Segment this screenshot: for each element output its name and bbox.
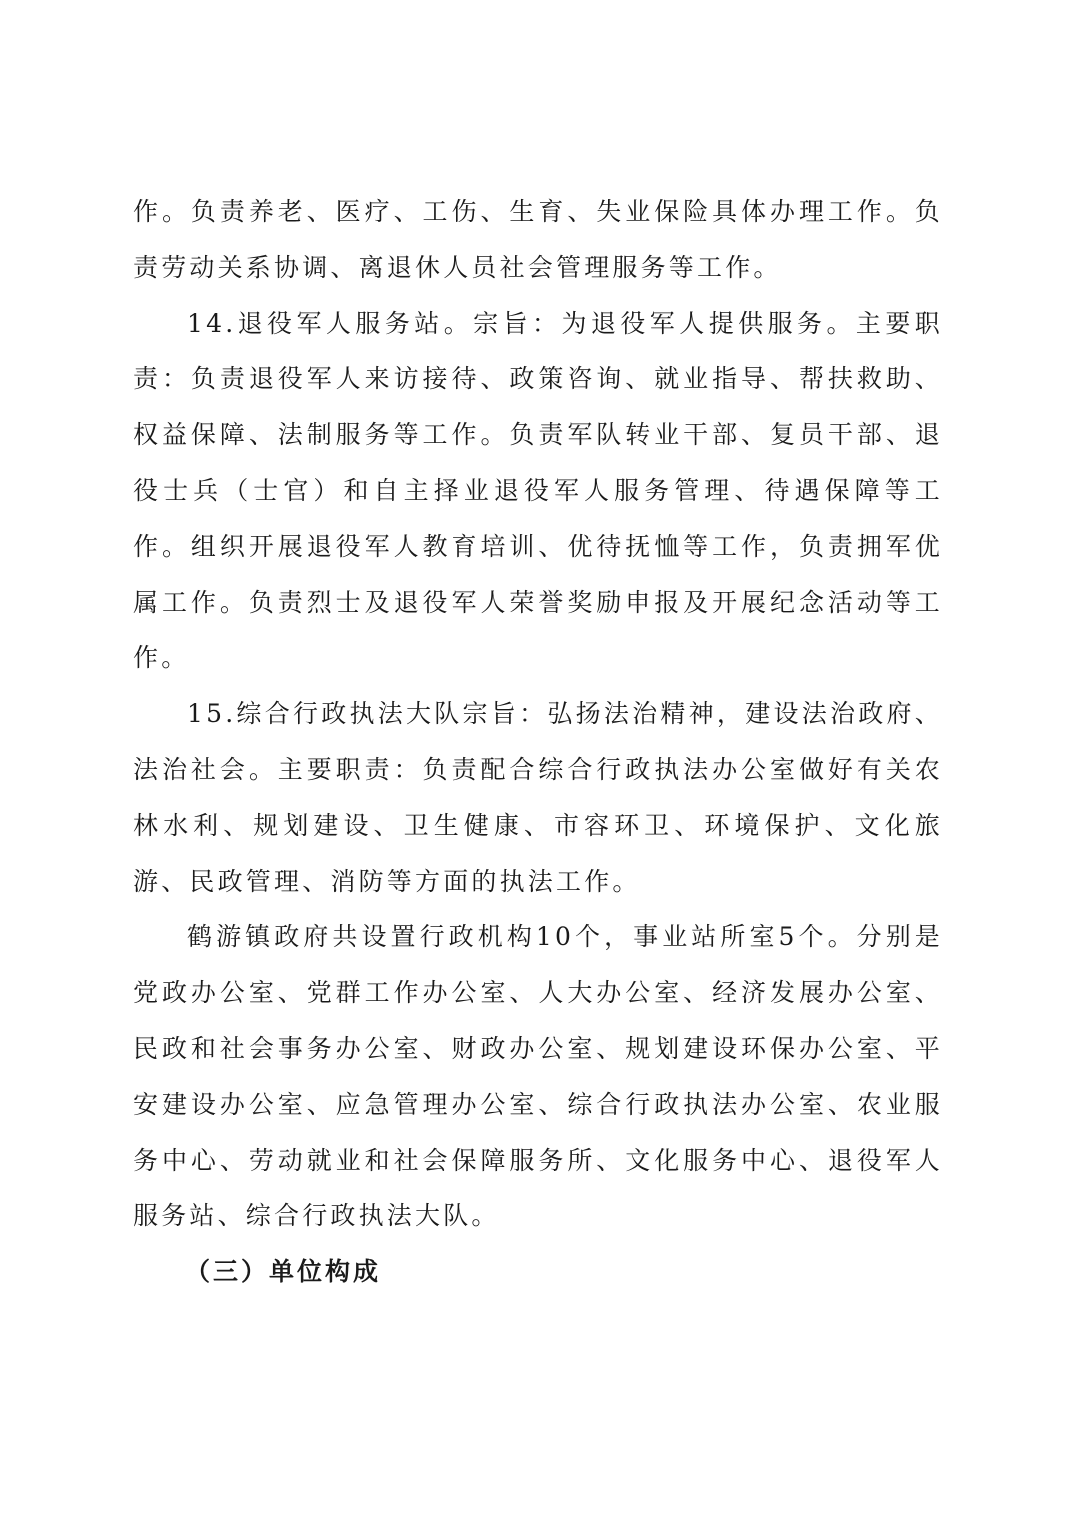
paragraph-summary: 鹤游镇政府共设置行政机构10个，事业站所室5个。分别是党政办公室、党群工作办公室、人大办公室、经济发展办公室、民政和社会事务办公室、财政办公室、规划建设环保办公室、平安建设办公室、应急管理办公室、综合行政执法办公室、农业服务中心、劳动就业和社会保障服务所、文化服务中心、退役军人服务站、综合行政执法大队。 (133, 922, 943, 1231)
paragraph-item-14: 14.退役军人服务站。宗旨：为退役军人提供服务。主要职责：负责退役军人来访接待、政策咨询、就业指导、帮扶救助、权益保障、法制服务等工作。负责军队转业干部、复员干部、退役士兵（士官）和自主择业退役军人服务管理、待遇保障等工作。组织开展退役军人教育培训、优待抚恤等工作，负责拥军优属工作。负责烈士及退役军人荣誉奖励申报及开展纪念活动等工作。 (133, 308, 943, 673)
paragraph-item-15: 15.综合行政执法大队宗旨：弘扬法治精神，建设法治政府、法治社会。主要职责：负责配合综合行政执法办公室做好有关农林水利、规划建设、卫生健康、市容环卫、环境保护、文化旅游、民政管理、消防等方面的执法工作。 (133, 699, 943, 896)
document-body (133, 184, 943, 1300)
section-heading: （三）单位构成 (185, 1257, 382, 1287)
paragraph-continuation: 作。负责养老、医疗、工伤、生育、失业保险具体办理工作。负责劳动关系协调、离退休人员社会管理服务等工作。 (133, 197, 943, 282)
